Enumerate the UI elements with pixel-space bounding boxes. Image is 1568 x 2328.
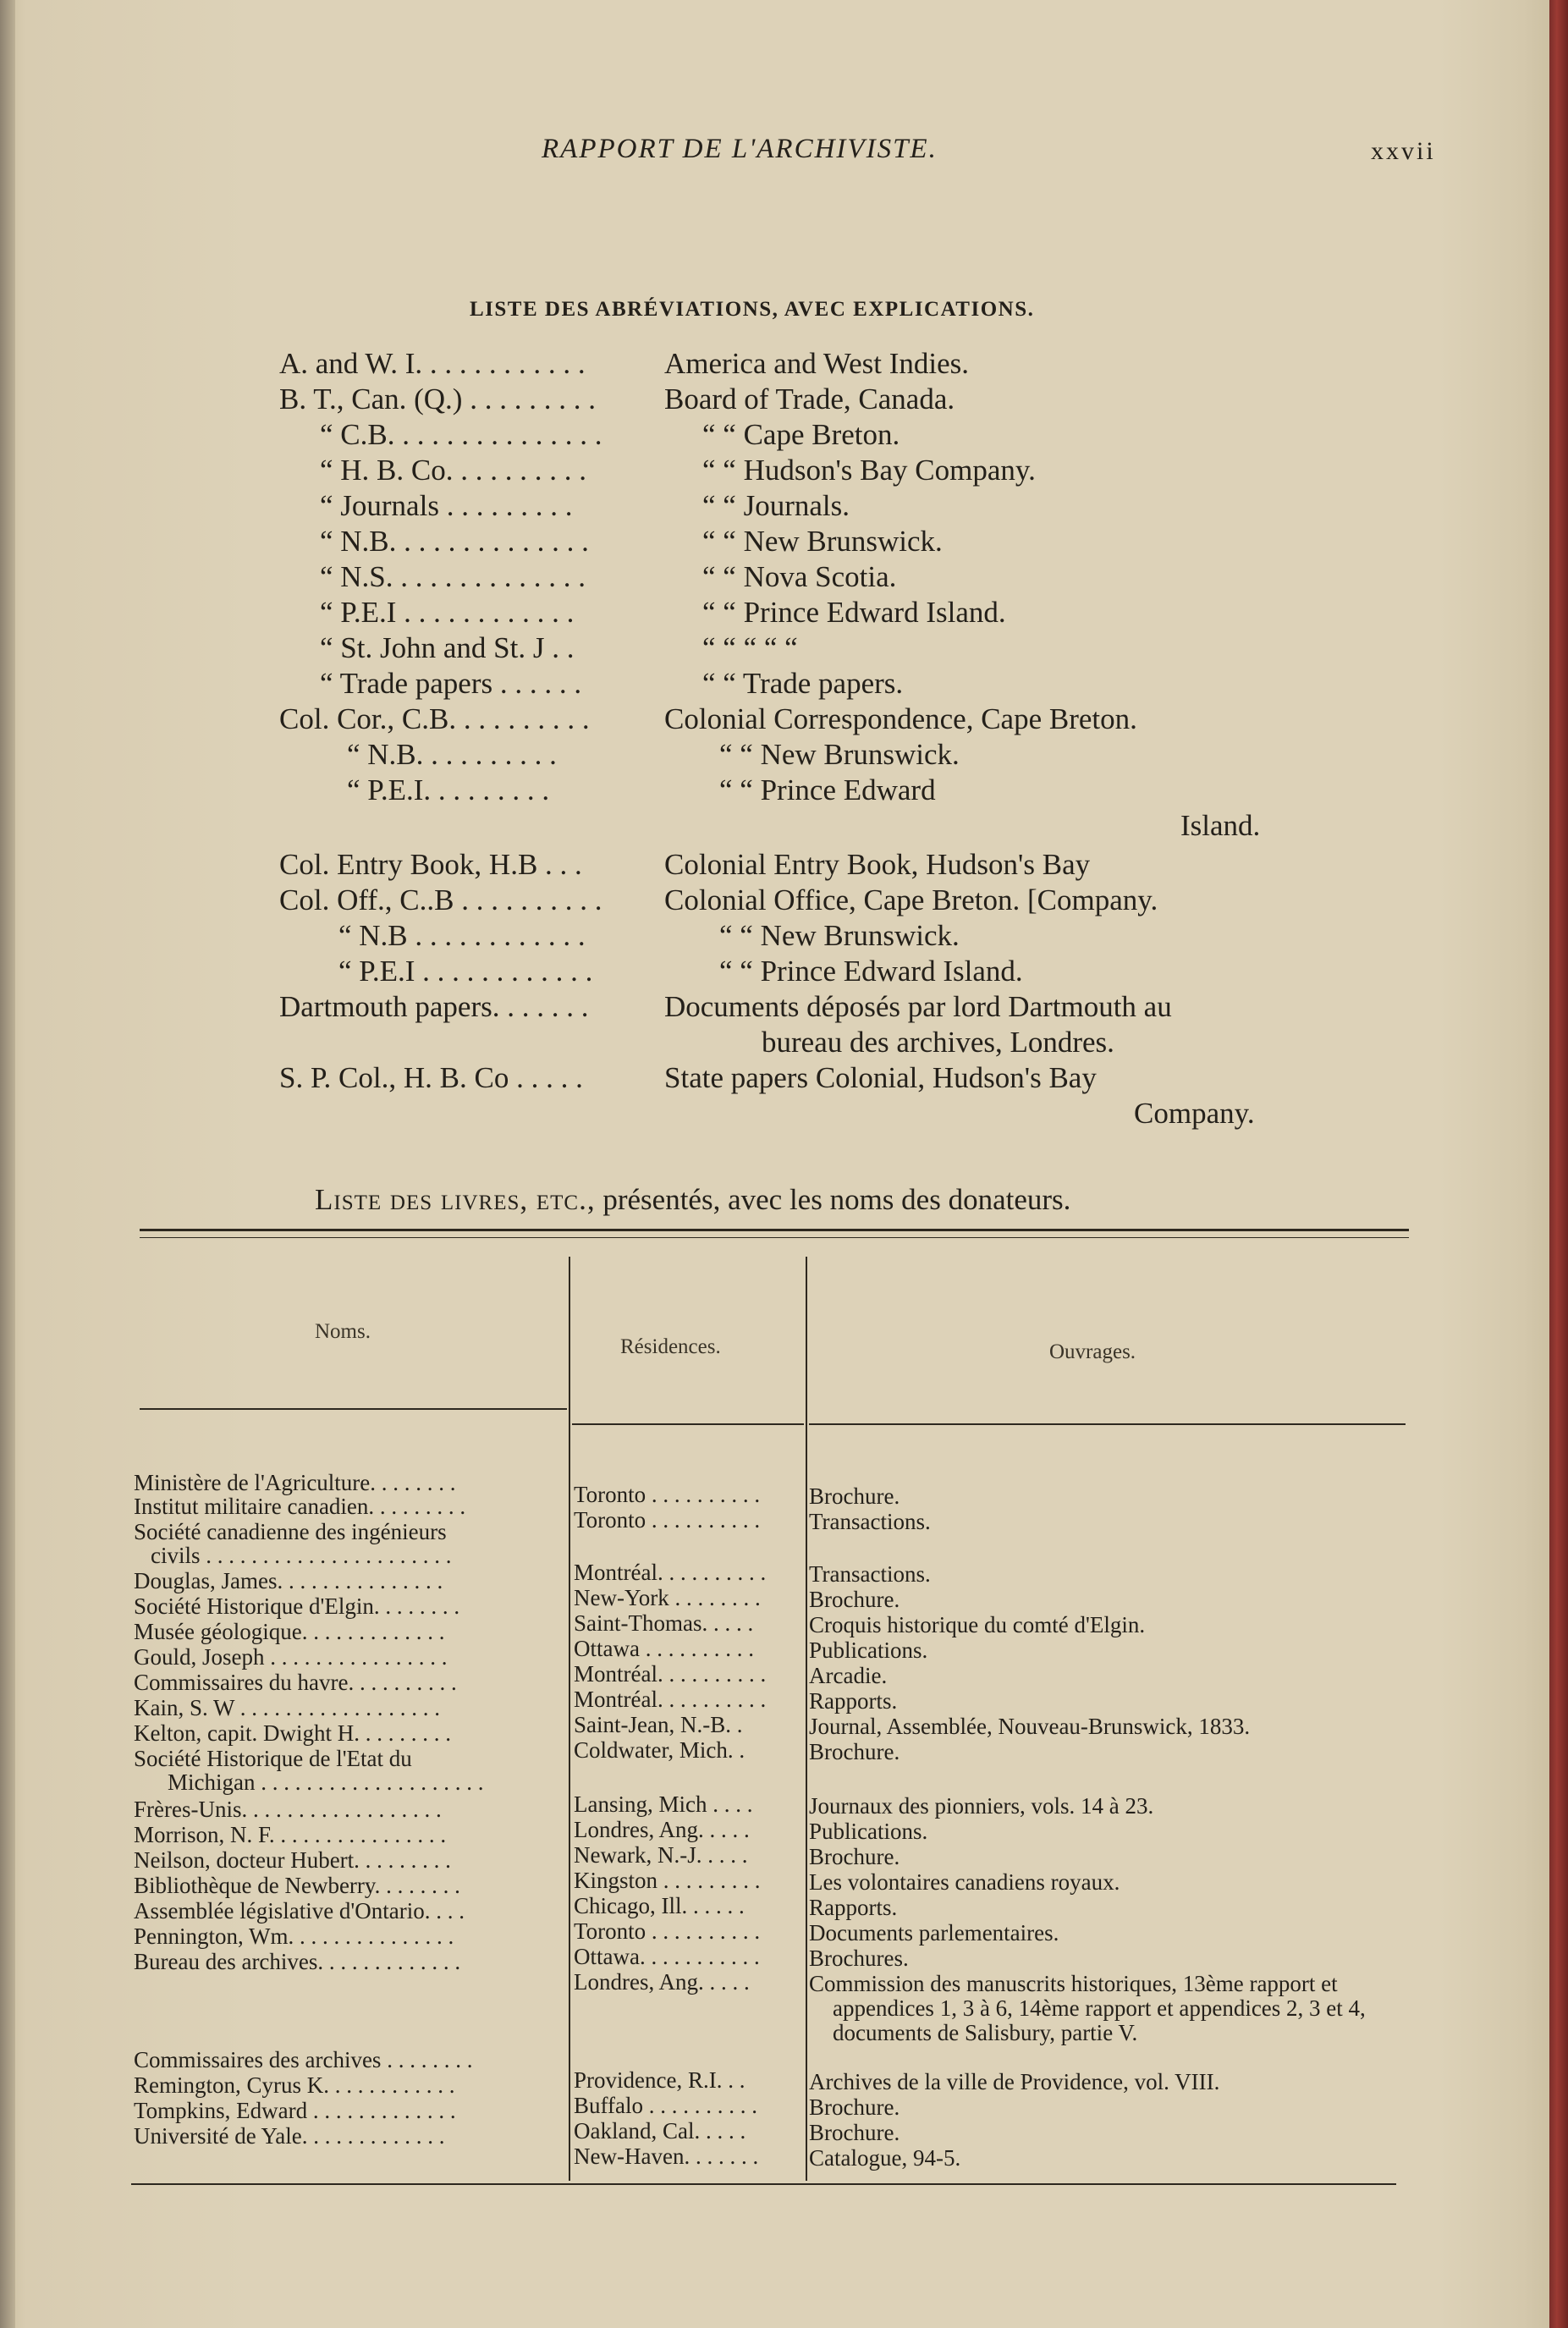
table-cell-nom: Ministère de l'Agriculture. . . . . . . . (134, 1470, 456, 1495)
table-cell-residence: Toronto . . . . . . . . . . (574, 1482, 761, 1507)
abbr-value: “ “ Prince Edward Island. (719, 955, 1023, 988)
abbr-key: S. P. Col., H. B. Co . . . . . (279, 1061, 583, 1094)
table-cell-ouvrage: Archives de la ville de Providence, vol. VIII. (809, 2069, 1220, 2094)
abbr-value: Company. (1134, 1097, 1255, 1130)
books-list-title-smallcaps: Liste des livres, etc., (315, 1183, 596, 1216)
abbr-value: State papers Colonial, Hudson's Bay (664, 1061, 1097, 1094)
abbr-row (279, 631, 1286, 665)
table-cell-residence: Montréal. . . . . . . . . . (574, 1687, 767, 1712)
column-header-residences: Résidences. (620, 1335, 721, 1358)
table-cell-nom: Assemblée législative d'Ontario. . . . (134, 1898, 465, 1923)
table-cell-ouvrage: Brochure. (809, 1587, 900, 1612)
abbr-key: “ P.E.I . . . . . . . . . . . . (338, 955, 593, 988)
table-cell-ouvrage: Brochure. (809, 2120, 900, 2145)
abbr-value: Board of Trade, Canada. (664, 382, 955, 416)
table-cell-residence: Coldwater, Mich. . (574, 1737, 745, 1763)
table-cell-nom: Michigan . . . . . . . . . . . . . . . . . . . . (168, 1769, 484, 1795)
abbr-value: “ “ “ “ “ (702, 631, 798, 664)
abbr-row (279, 848, 1286, 882)
binding-edge (0, 0, 15, 2328)
page-number: xxvii (1371, 137, 1436, 165)
abbr-key: “ Journals . . . . . . . . . (320, 489, 573, 522)
abbr-value: Documents déposés par lord Dartmouth au (664, 990, 1172, 1023)
table-cell-residence: Toronto . . . . . . . . . . (574, 1918, 761, 1944)
table-bottom-rule (131, 2183, 1396, 2185)
abbr-key: “ N.B. . . . . . . . . . (347, 738, 557, 771)
abbr-value: “ “ New Brunswick. (719, 919, 960, 952)
abbr-key: A. and W. I. . . . . . . . . . . . (279, 347, 586, 380)
table-cell-residence: Chicago, Ill. . . . . . (574, 1893, 745, 1918)
table-cell-nom: Morrison, N. F. . . . . . . . . . . . . . . . (134, 1822, 447, 1847)
table-cell-nom: Pennington, Wm. . . . . . . . . . . . . . . (134, 1923, 454, 1949)
table-cell-ouvrage: Journaux des pionniers, vols. 14 à 23. (809, 1793, 1154, 1819)
header-rule (809, 1423, 1406, 1425)
table-cell-ouvrage: Brochure. (809, 1483, 900, 1509)
abbr-row (279, 1061, 1286, 1095)
table-cell-residence: Ottawa . . . . . . . . . . (574, 1636, 754, 1661)
table-cell-residence: Kingston . . . . . . . . . (574, 1868, 761, 1893)
table-cell-residence: Oakland, Cal. . . . . (574, 2118, 746, 2144)
table-cell-ouvrage: Commission des manuscrits historiques, 13ème rapport et appendices 1, 3 à 6, 14ème rapport et appendices 2, 3 et 4, documents de Salisbury, partie V. (809, 1971, 1366, 2045)
cover-edge (1549, 0, 1568, 2328)
table-cell-residence: Montréal. . . . . . . . . . (574, 1661, 767, 1687)
abbr-row (279, 883, 1286, 917)
table-cell-ouvrage: Croquis historique du comté d'Elgin. (809, 1612, 1146, 1637)
table-cell-ouvrage: Rapports. (809, 1688, 898, 1714)
table-cell-residence: Lansing, Mich . . . . (574, 1791, 753, 1817)
table-cell-nom: Kain, S. W . . . . . . . . . . . . . . . . . . (134, 1695, 441, 1720)
table-cell-nom: Commissaires des archives . . . . . . . . (134, 2047, 473, 2072)
table-cell-residence: Ottawa. . . . . . . . . . . (574, 1944, 760, 1969)
abbr-key: Col. Cor., C.B. . . . . . . . . . (279, 702, 590, 735)
abbr-value: “ “ Prince Edward Island. (702, 596, 1006, 629)
abbr-row (279, 418, 1286, 452)
table-cell-nom: Société Historique d'Elgin. . . . . . . . (134, 1593, 460, 1619)
table-cell-residence: Saint-Thomas. . . . . (574, 1610, 754, 1636)
abbr-row (279, 489, 1286, 523)
abbr-row (279, 525, 1286, 559)
table-cell-nom: civils . . . . . . . . . . . . . . . . . . . . . . (151, 1543, 452, 1568)
table-cell-nom: Remington, Cyrus K. . . . . . . . . . . . (134, 2072, 455, 2098)
table-cell-residence: Toronto . . . . . . . . . . (574, 1507, 761, 1533)
abbr-value: “ “ Cape Breton. (702, 418, 900, 451)
table-cell-residence: Buffalo . . . . . . . . . . (574, 2093, 757, 2118)
table-cell-residence: New-Haven. . . . . . . (574, 2144, 759, 2169)
abbr-key: “ P.E.I. . . . . . . . . (347, 773, 550, 806)
abbr-row (279, 773, 1286, 807)
header-rule (572, 1423, 804, 1425)
table-cell-ouvrage: Journal, Assemblée, Nouveau-Brunswick, 1833. (809, 1714, 1251, 1739)
table-cell-nom: Université de Yale. . . . . . . . . . . . . (134, 2123, 445, 2149)
abbr-value: “ “ Nova Scotia. (702, 560, 897, 593)
table-cell-ouvrage: Brochure. (809, 1844, 900, 1869)
column-divider (569, 1257, 570, 2181)
header-rule (140, 1408, 567, 1410)
abbr-key: “ P.E.I . . . . . . . . . . . . (320, 596, 575, 629)
table-cell-nom: Société canadienne des ingénieurs (134, 1519, 447, 1544)
abbr-row (279, 702, 1286, 736)
table-cell-residence: Londres, Ang. . . . . (574, 1817, 750, 1842)
abbr-key: “ St. John and St. J . . (320, 631, 575, 664)
abbr-value: America and West Indies. (664, 347, 970, 380)
books-list-title (315, 1183, 1070, 1217)
abbr-key: “ N.B. . . . . . . . . . . . . . (320, 525, 589, 558)
table-cell-ouvrage: Rapports. (809, 1895, 898, 1920)
table-cell-nom: Kelton, capit. Dwight H. . . . . . . . . (134, 1720, 451, 1746)
table-cell-ouvrage: Publications. (809, 1637, 928, 1663)
abbr-row (279, 919, 1286, 953)
table-cell-residence: Londres, Ang. . . . . (574, 1969, 750, 1995)
table-cell-nom: Bibliothèque de Newberry. . . . . . . . (134, 1873, 460, 1898)
abbr-value: Colonial Entry Book, Hudson's Bay (664, 848, 1091, 881)
column-divider (806, 1257, 807, 2181)
abbr-value: Colonial Correspondence, Cape Breton. (664, 702, 1137, 735)
table-cell-nom: Bureau des archives. . . . . . . . . . . . . (134, 1949, 461, 1974)
table-cell-ouvrage: Catalogue, 94-5. (809, 2145, 961, 2171)
abbr-row (279, 560, 1286, 594)
table-cell-residence: Newark, N.-J. . . . . (574, 1842, 748, 1868)
table-cell-residence: Saint-Jean, N.-B. . (574, 1712, 743, 1737)
abbr-row (279, 454, 1286, 487)
abbr-row (279, 1097, 1286, 1131)
abbr-key: Col. Off., C..B . . . . . . . . . . (279, 883, 602, 916)
abbr-key: “ N.S. . . . . . . . . . . . . . (320, 560, 586, 593)
table-cell-residence: New-York . . . . . . . . (574, 1585, 761, 1610)
abbr-row (279, 596, 1286, 630)
abbr-value: “ “ Trade papers. (702, 667, 904, 700)
table-cell-nom: Gould, Joseph . . . . . . . . . . . . . . . . (134, 1644, 448, 1670)
abbr-row (279, 955, 1286, 988)
table-cell-residence: Montréal. . . . . . . . . . (574, 1560, 767, 1585)
abbreviations-title: LISTE DES ABRÉVIATIONS, AVEC EXPLICATIONS. (470, 298, 1035, 321)
table-cell-nom: Commissaires du havre. . . . . . . . . . (134, 1670, 457, 1695)
table-cell-nom: Société Historique de l'Etat du (134, 1746, 412, 1771)
abbr-row (279, 1026, 1286, 1059)
abbr-row (279, 347, 1286, 381)
table-top-rule (140, 1229, 1409, 1231)
abbr-row (279, 990, 1286, 1024)
abbr-value: Colonial Office, Cape Breton. [Company. (664, 883, 1158, 916)
column-header-ouvrages: Ouvrages. (1049, 1340, 1136, 1363)
abbr-key: Col. Entry Book, H.B . . . (279, 848, 582, 881)
table-cell-nom: Frères-Unis. . . . . . . . . . . . . . . . . . (134, 1797, 442, 1822)
abbr-value: “ “ New Brunswick. (702, 525, 943, 558)
running-head: RAPPORT DE L'ARCHIVISTE. (542, 134, 938, 164)
abbr-row (279, 809, 1286, 843)
abbr-key: “ C.B. . . . . . . . . . . . . . . (320, 418, 602, 451)
abbr-key: “ N.B . . . . . . . . . . . . (338, 919, 586, 952)
table-cell-ouvrage: Brochure. (809, 1739, 900, 1764)
table-top-rule-thin (140, 1237, 1409, 1238)
table-cell-ouvrage: Brochure. (809, 2094, 900, 2120)
abbr-key: B. T., Can. (Q.) . . . . . . . . . (279, 382, 596, 416)
abbr-value: Island. (1180, 809, 1261, 842)
table-cell-ouvrage: Publications. (809, 1819, 928, 1844)
table-cell-nom: Tompkins, Edward . . . . . . . . . . . . . (134, 2098, 456, 2123)
table-cell-ouvrage: Arcadie. (809, 1663, 888, 1688)
table-cell-nom: Douglas, James. . . . . . . . . . . . . . . (134, 1568, 443, 1593)
books-list-title-rest: présentés, avec les noms des donateurs. (602, 1183, 1071, 1216)
abbr-value: “ “ Hudson's Bay Company. (702, 454, 1036, 487)
table-cell-ouvrage: Les volontaires canadiens royaux. (809, 1869, 1120, 1895)
abbr-value: “ “ Journals. (702, 489, 850, 522)
table-cell-ouvrage: Brochures. (809, 1946, 909, 1971)
abbr-row (279, 667, 1286, 701)
abbr-key: Dartmouth papers. . . . . . . (279, 990, 589, 1023)
abbr-row (279, 382, 1286, 416)
abbr-value: “ “ New Brunswick. (719, 738, 960, 771)
table-cell-nom: Musée géologique. . . . . . . . . . . . . (134, 1619, 445, 1644)
table-cell-ouvrage: Transactions. (809, 1561, 931, 1587)
abbr-value: bureau des archives, Londres. (762, 1026, 1114, 1059)
abbr-value: “ “ Prince Edward (719, 773, 936, 806)
table-cell-ouvrage: Documents parlementaires. (809, 1920, 1059, 1946)
abbr-row (279, 738, 1286, 772)
table-cell-ouvrage: Transactions. (809, 1509, 931, 1534)
abbr-key: “ Trade papers . . . . . . (320, 667, 582, 700)
table-cell-nom: Institut militaire canadien. . . . . . . . . (134, 1494, 466, 1519)
table-cell-nom: Neilson, docteur Hubert. . . . . . . . . (134, 1847, 451, 1873)
abbr-key: “ H. B. Co. . . . . . . . . . (320, 454, 586, 487)
column-header-noms: Noms. (315, 1320, 371, 1343)
table-cell-residence: Providence, R.I. . . (574, 2067, 745, 2093)
